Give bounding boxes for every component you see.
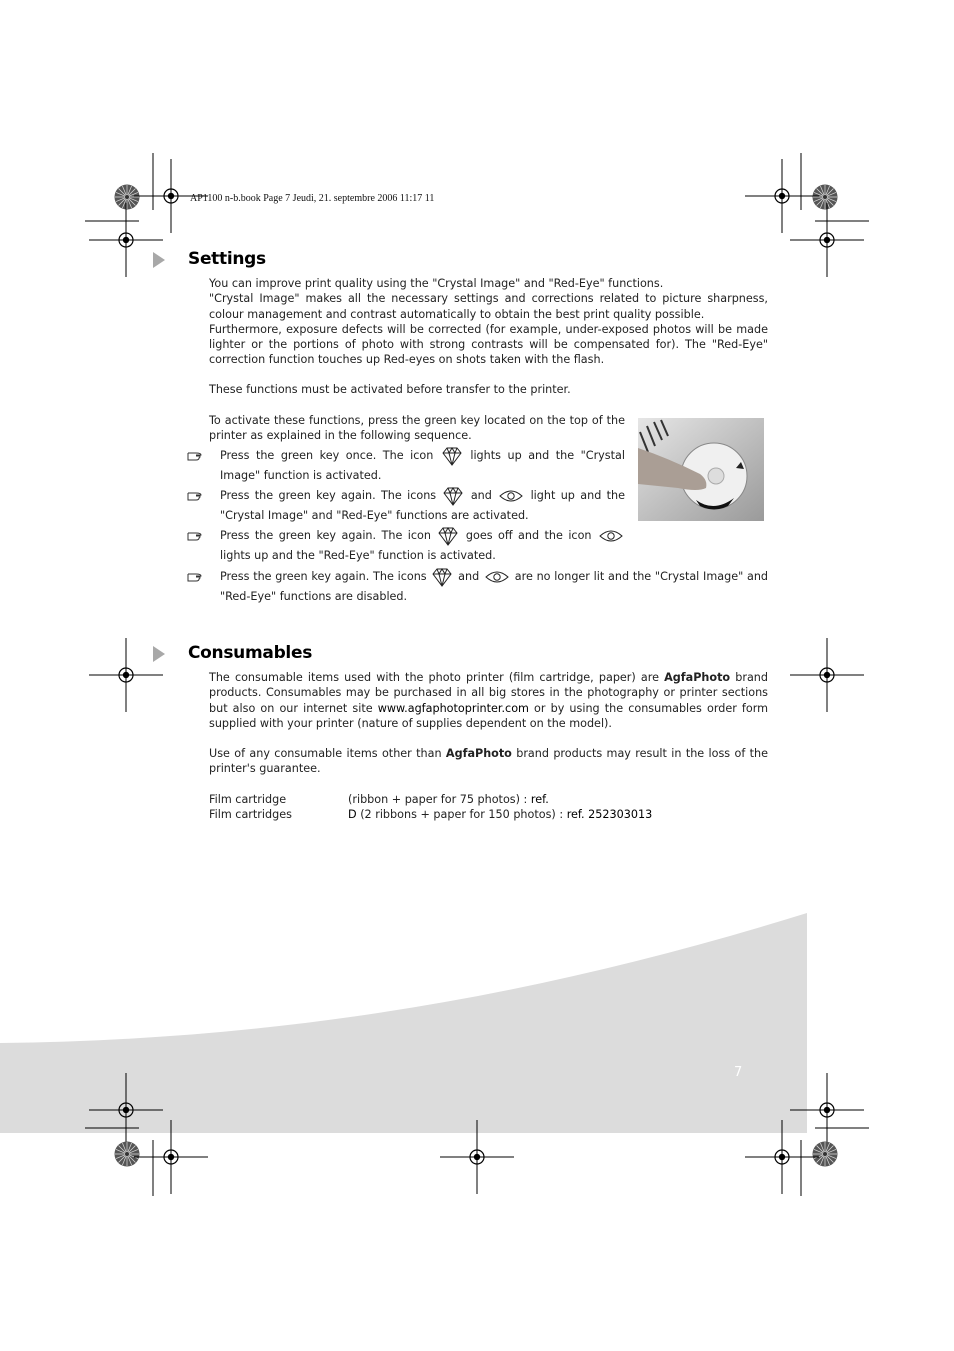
step-3 bbox=[220, 526, 625, 567]
intro-line-1: You can improve print quality using the "Crystal Image" and "Red-Eye" functions. bbox=[209, 277, 664, 290]
step-4 bbox=[220, 567, 768, 608]
ref-row-1-value bbox=[348, 792, 549, 807]
ref-row-2-desc: (2 ribbons + paper for 150 photos) : bbox=[360, 808, 564, 821]
crystal-image-icon bbox=[443, 487, 463, 506]
pointing-hand-icon bbox=[187, 572, 203, 582]
section-arrow-icon bbox=[153, 646, 165, 662]
ref-row-1-code: ref. bbox=[530, 793, 549, 806]
consumables-title: Consumables bbox=[188, 643, 313, 663]
step-1-text-a: Press the green key once. The icon bbox=[220, 449, 434, 462]
file-meta: AP1100 n-b.book Page 7 Jeudi, 21. septembre 2006 11:17 11 bbox=[190, 193, 435, 204]
footer-band bbox=[0, 913, 807, 1133]
activation-note: These functions must be activated before transfer to the printer. bbox=[209, 383, 571, 396]
step-1-text-b: lights up and the "Crystal Image" function is activated. bbox=[220, 449, 625, 483]
page-number: 7 bbox=[734, 1065, 743, 1080]
step-4-and: and bbox=[458, 570, 480, 583]
ref-row-2-label: Film cartridges bbox=[209, 808, 292, 821]
p2-text-b: brand products may result in the loss of the printer's guarantee. bbox=[209, 747, 768, 776]
p1-text-a: The consumable items used with the photo printer (film cartridge, paper) are bbox=[209, 671, 659, 684]
crystal-image-icon bbox=[438, 527, 458, 546]
pointing-hand-icon bbox=[187, 451, 203, 461]
ref-row-1-desc: (ribbon + paper for 75 photos) : bbox=[348, 793, 528, 806]
step-3-text-b: goes off and the icon bbox=[465, 529, 592, 542]
printer-key-photo bbox=[638, 418, 764, 521]
settings-title: Settings bbox=[188, 249, 266, 269]
red-eye-icon bbox=[485, 570, 509, 584]
ref-row-2-prefix: D bbox=[348, 808, 357, 821]
website-link[interactable]: www.agfaphotoprinter.com bbox=[377, 701, 529, 715]
ref-row-1-label: Film cartridge bbox=[209, 793, 287, 806]
ref-row-2-value bbox=[348, 807, 652, 822]
red-eye-icon bbox=[499, 489, 523, 503]
brand-name: AgfaPhoto bbox=[445, 747, 512, 760]
consumables-reference-table bbox=[209, 792, 768, 824]
settings-intro bbox=[209, 276, 768, 368]
crystal-image-icon bbox=[432, 568, 452, 587]
step-2-text-a: Press the green key again. The icons bbox=[220, 489, 437, 502]
step-2-and: and bbox=[470, 489, 492, 502]
step-2-text-b: light up and the "Crystal Image" and "Red-Eye" functions are activated. bbox=[220, 489, 625, 523]
step-3-text-a: Press the green key again. The icon bbox=[220, 529, 431, 542]
sequence-intro: To activate these functions, press the green key located on the top of the printer as explained in the following sequence. bbox=[209, 414, 625, 443]
pointing-hand-icon bbox=[187, 491, 203, 501]
pointing-hand-icon bbox=[187, 531, 203, 541]
section-arrow-icon bbox=[153, 252, 165, 268]
step-4-text-b: are no longer lit and the "Crystal Image" and "Red-Eye" functions are disabled. bbox=[220, 570, 769, 604]
ref-row-2-code: ref. 252303013 bbox=[566, 808, 653, 821]
p2-text-a: Use of any consumable items other than bbox=[209, 747, 442, 760]
consumables-paragraph-1 bbox=[209, 670, 768, 731]
p1-text-c: or by using the consumables order form supplied with your printer (nature of supplies dependent on the model). bbox=[209, 701, 768, 730]
intro-line-2: "Crystal Image" makes all the necessary settings and corrections related to picture sharpness, colour management and contrast automatically to obtain the best print quality possible. bbox=[209, 292, 768, 321]
step-2 bbox=[220, 486, 625, 527]
consumables-paragraph-2 bbox=[209, 746, 768, 777]
step-4-text-a: Press the green key again. The icons bbox=[220, 570, 427, 583]
step-1 bbox=[220, 446, 625, 487]
p1-text-b: brand products. Consumables may be purchased in all big stores in the photography or printer sections but also on our internet site bbox=[209, 671, 768, 715]
crystal-image-icon bbox=[442, 447, 462, 466]
red-eye-icon bbox=[599, 529, 623, 543]
step-3-text-c: lights up and the "Red-Eye" function is activated. bbox=[220, 549, 496, 563]
brand-name: AgfaPhoto bbox=[664, 671, 731, 684]
intro-line-3: Furthermore, exposure defects will be corrected (for example, under-exposed photos will be made lighter or the portions of photo with strong contrasts will be compensated for). The "Red-Eye" correction function touches up Red-eyes on shots taken with the flash. bbox=[209, 322, 768, 367]
